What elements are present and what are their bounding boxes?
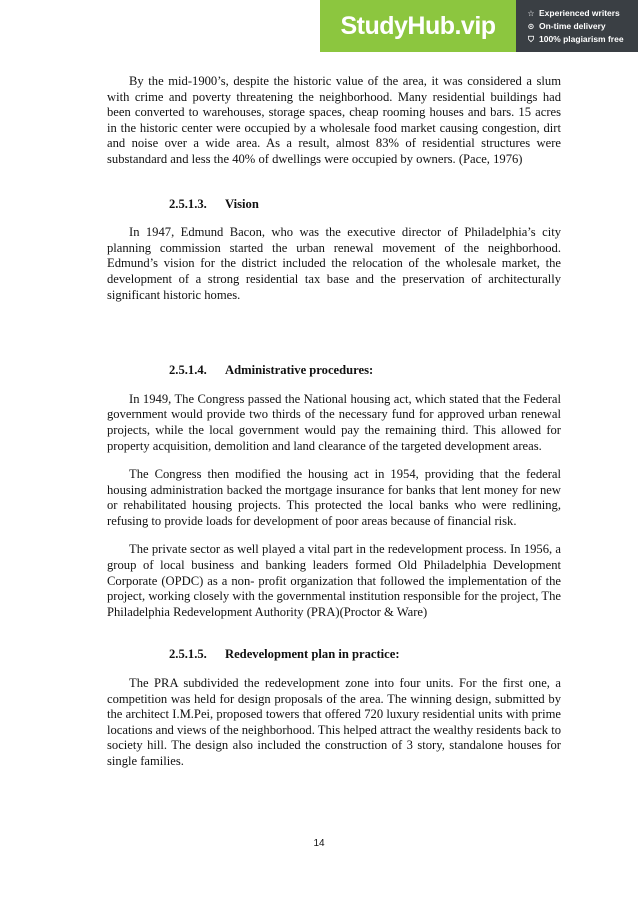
section-number: 2.5.1.3. bbox=[169, 196, 207, 211]
section-heading bbox=[107, 197, 561, 213]
section-heading bbox=[107, 363, 561, 379]
feature-label: 100% plagiarism free bbox=[539, 33, 624, 44]
feature-item bbox=[526, 7, 638, 20]
paragraph: By the mid-1900’s, despite the historic value of the area, it was considered a slum with crime and poverty threatening the neighborhood. Many residential buildings had been converted to warehouses, storage spaces, cheap rooming houses and bars. 15 acres in the historic center were occupied by a wholesale food market causing congestion, dirt and noise over a wide area. As a result, almost 83% of residential structures were substandard and less the 40% of dwellings were occupied by owners. (Pace, 1976) bbox=[107, 74, 561, 166]
feature-list bbox=[516, 7, 638, 46]
section-number: 2.5.1.5. bbox=[169, 647, 207, 662]
section-heading bbox=[107, 647, 561, 663]
feature-label: Experienced writers bbox=[539, 7, 620, 18]
star-icon: ☆ bbox=[527, 8, 535, 18]
paragraph: The PRA subdivided the redevelopment zone into four units. For the first one, a competition was held for design proposals of the area. The winning design, submitted by the architect I.M.Pei, proposed towers that offered 720 luxury residential units with prime locations and views of the neighborhood. This helped attract the wealthy residents back to society hill. The design also included the construction of 3 story, standalone houses for single families. bbox=[107, 676, 561, 768]
paragraph: The Congress then modified the housing act in 1954, providing that the federal housing administration backed the mortgage insurance for banks that lent money for new or rehabilitated housing projects. This protected the local banks who were redlining, refusing to provide loads for development of poor areas because of financial risk. bbox=[107, 467, 561, 528]
promo-banner[interactable] bbox=[320, 0, 638, 52]
feature-item bbox=[526, 33, 638, 46]
shield-icon: ⛉ bbox=[528, 34, 534, 44]
page-number: 14 bbox=[313, 838, 325, 849]
clock-icon: ⊙ bbox=[527, 21, 535, 31]
feature-item bbox=[526, 20, 638, 33]
section-title: Administrative procedures: bbox=[225, 363, 374, 378]
paragraph: In 1949, The Congress passed the National housing act, which stated that the Federal government would provide two thirds of the necessary fund for approved urban renewal projects, while the local government would pay the remaining third. This allowed for property acquisition, demolition and land clearance of the targeted development areas. bbox=[107, 391, 561, 453]
document-body bbox=[107, 74, 561, 770]
studyhub-logo[interactable]: StudyHub.vip bbox=[320, 0, 516, 52]
section-title: Redevelopment plan in practice: bbox=[225, 647, 400, 662]
section-number: 2.5.1.4. bbox=[169, 363, 207, 378]
section-title: Vision bbox=[225, 196, 259, 211]
paragraph: The private sector as well played a vital part in the redevelopment process. In 1956, a group of local business and banking leaders formed Old Philadelphia Development Corporate (OPDC) as a non- profit organization that followed the implementation of the project, working closely with the governmental institution responsible for the project, The Philadelphia Redevelopment Authority (PRA)(Proctor & Ware) bbox=[107, 542, 561, 619]
paragraph: In 1947, Edmund Bacon, who was the executive director of Philadelphia’s city planning commission started the urban renewal movement of the neighborhood. Edmund’s vision for the district included the relocation of the wholesale market, the development of a strong residential tax base and the preservation of architecturally significant historic homes. bbox=[107, 225, 561, 302]
feature-label: On-time delivery bbox=[539, 20, 606, 31]
